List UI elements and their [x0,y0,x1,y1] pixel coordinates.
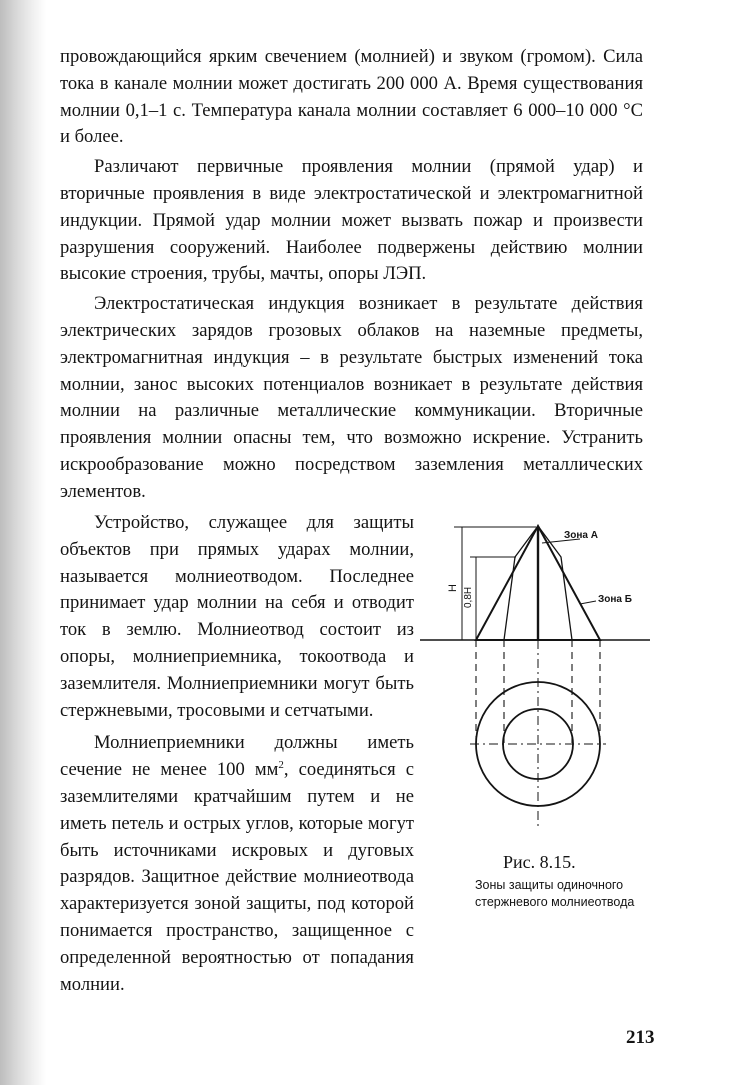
page-spine-shadow [0,0,46,1085]
text-block-left-column [60,510,414,1001]
page-number: 213 [626,1027,655,1048]
zone-b-leader [580,601,596,604]
paragraph-lightning-rod: Устройство, служащее для защиты объектов при прямых ударах молнии, называется молниеотводом. Последнее принимает удар молнии на себя и отводит ток в землю. Молниеотвод состоит из опоры, молниеприемника, токоотвода и заземлителя. Молниеприемники могут быть стержневыми, тросовыми и сетчатыми. [60,512,414,721]
paragraph-receivers [60,730,414,998]
receivers-text-start: Молниеприемники должны иметь сечение не менее 100 мм [60,732,414,781]
figure-number: Рис. 8.15. [503,852,576,872]
zone-a-left [504,526,538,640]
paragraph-primary-secondary: Различают первичные проявления молнии (прямой удар) и вторичные проявления в виде электростатической и электромагнитной индукции. Прямой удар молнии может вызвать пожар и произвести разрушения сооружений. Наиболее подвержены действию молнии высокие строения, трубы, мачты, опоры ЛЭП. [60,156,643,285]
zone-b-label: Зона Б [598,594,632,605]
zone-a-label: Зона А [564,530,598,541]
height-label: H [447,584,459,592]
text-block-top [60,44,643,509]
figure-caption [475,852,645,911]
receivers-text-end: , соединяться с заземлителями кратчайшим путем и не иметь петель и острых углов, которые могут быть источниками искровых и дуговых разрядов. Защитное действие молниеотвода характеризуется зоной защиты, под которой понимается пространство, защищенное с определенной вероятностью от попадания молнии. [60,759,414,995]
paragraph-induction: Электростатическая индукция возникает в результате действия электрических зарядов грозовых облаков на наземные предметы, электромагнитная индукция – в результате быстрых изменений тока молнии, занос высоких потенциалов возникает в результате действия молнии на различные металлические коммуникации. Вторичные проявления молнии опасны тем, что возможно искрение. Устранить искрообразование можно посредством заземления металлических элементов. [60,293,643,502]
height-08-label: 0,8H [463,586,474,608]
figure-description: Зоны защиты одиночного стержневого молниеотвода [475,878,635,909]
superscript-2: 2 [278,758,284,771]
protection-zone-figure [420,512,650,842]
paragraph-lightning-properties: провождающийся ярким свечением (молнией) и звуком (громом). Сила тока в канале молнии может достигать 200 000 А. Время существования молнии 0,1–1 с. Температура канала молнии составляет 6 000–10 000 °С и более. [60,46,643,148]
